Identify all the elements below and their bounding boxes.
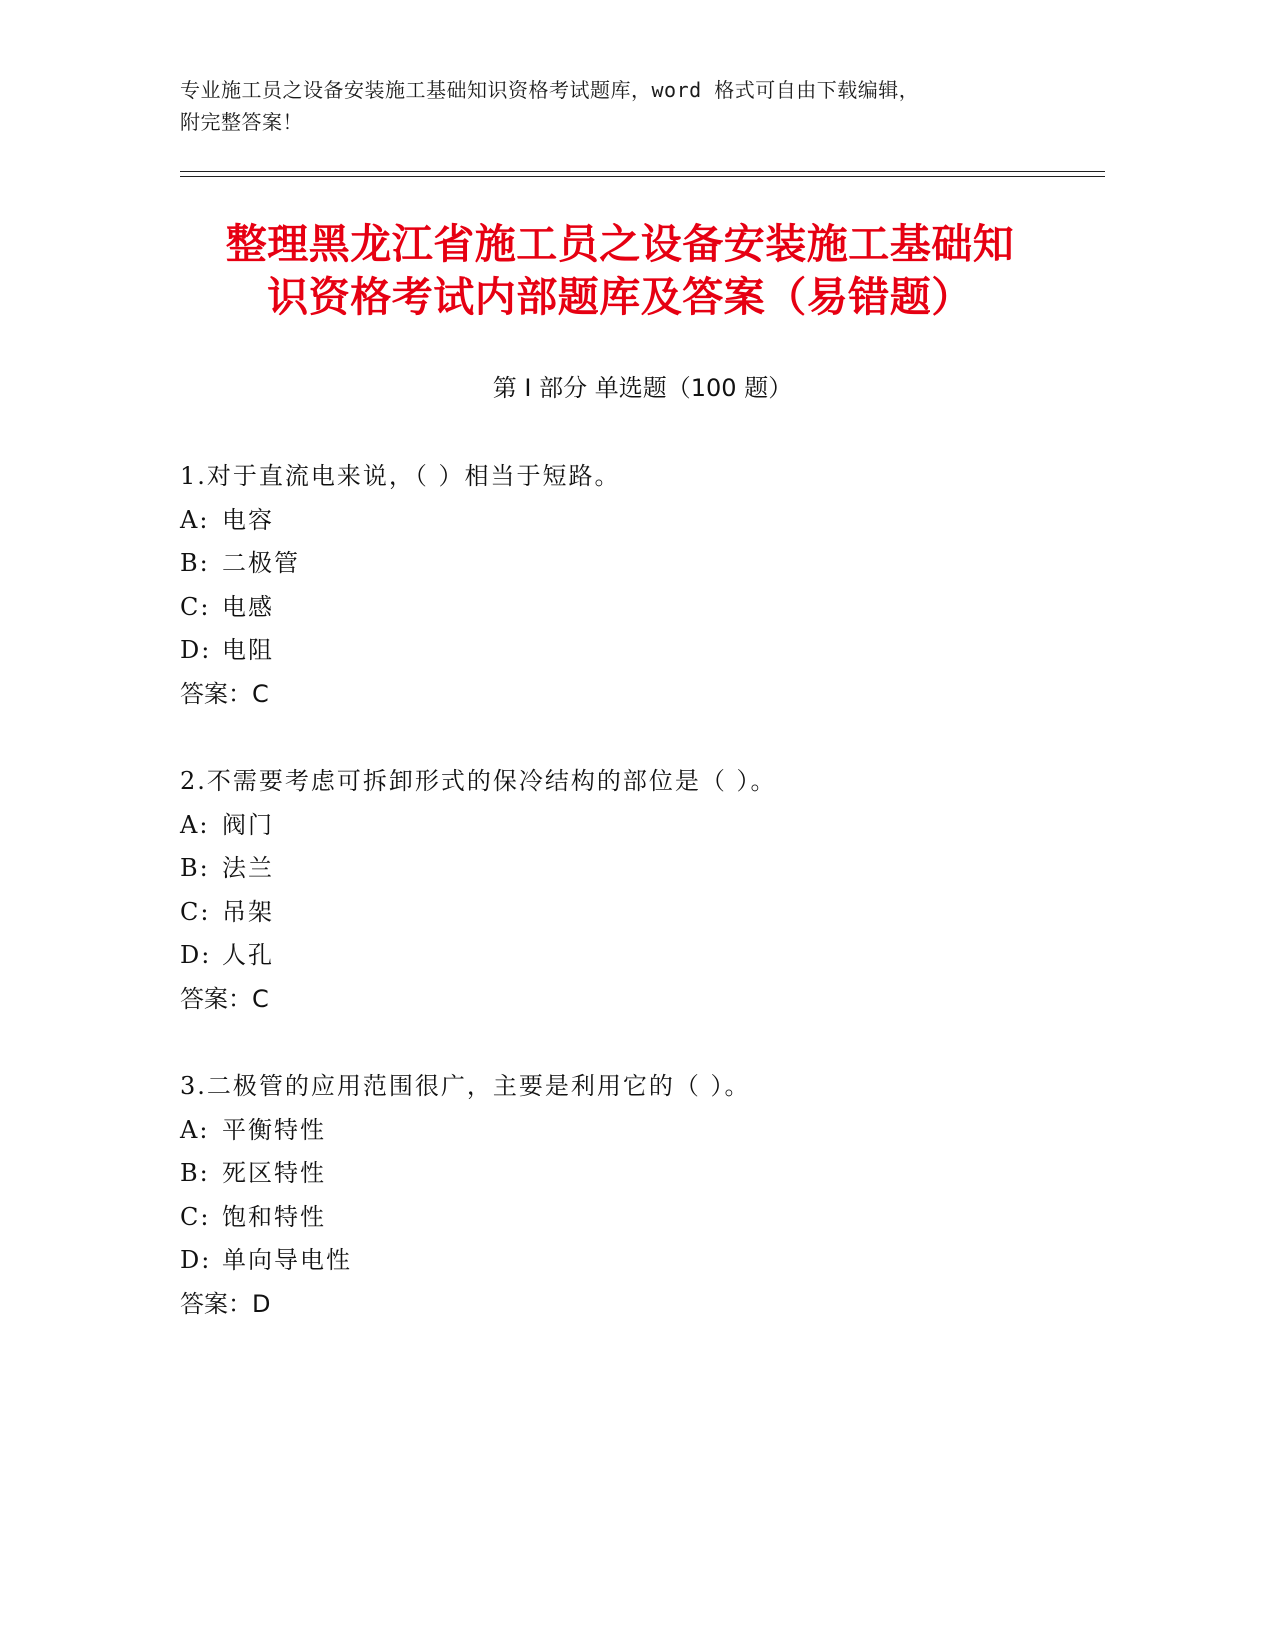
section-heading: 第 I 部分 单选题（100 题） [492,374,793,402]
option-key: B: [180,854,210,882]
option-text: 死区特性 [222,1159,326,1187]
question-1 [180,455,1105,716]
answer-line: 答案：C [180,679,269,708]
header-divider-top [180,171,1105,172]
question-stem: 2.不需要考虑可拆卸形式的保冷结构的部位是（ ）。 [180,767,777,795]
document-title-line-1: 整理黑龙江省施工员之设备安装施工基础知 [225,220,1015,268]
option-a [180,804,1105,848]
document-title [180,218,1060,324]
question-stem: 1.对于直流电来说，（ ）相当于短路。 [180,462,621,490]
option-text: 平衡特性 [222,1115,326,1144]
option-c [180,586,1105,630]
option-d [180,934,1105,978]
option-key: D: [180,941,212,969]
option-key: D: [180,636,212,664]
answer-line: 答案：D [180,1289,271,1318]
answer-line: 答案：C [180,984,269,1013]
header-note-line-1: 专业施工员之设备安装施工基础知识资格考试题库，word 格式可自由下载编辑， [180,78,920,102]
option-c [180,1196,1105,1240]
option-b [180,847,1105,891]
option-key: B: [180,549,210,577]
question-stem: 3.二极管的应用范围很广，主要是利用它的（ ）。 [180,1072,751,1100]
option-key: A: [180,810,210,839]
option-key: A: [180,505,210,534]
option-a [180,1109,1105,1153]
option-key: A: [180,1115,210,1144]
header-note-line-2: 附完整答案！ [180,110,303,134]
option-text: 阀门 [222,810,274,839]
option-key: B: [180,1159,210,1187]
option-text: 吊架 [222,897,274,926]
option-text: 饱和特性 [222,1202,326,1231]
option-text: 法兰 [222,854,274,882]
header-note [180,74,1060,138]
document-title-line-2: 识资格考试内部题库及答案（易错题） [267,273,973,321]
option-key: C: [180,897,211,926]
header-divider-bottom [180,176,1105,177]
option-d [180,1239,1105,1283]
option-text: 电感 [222,592,274,621]
option-text: 二极管 [222,549,300,577]
option-d [180,629,1105,673]
option-text: 电阻 [222,636,274,664]
option-key: C: [180,1202,211,1231]
question-2 [180,760,1105,1021]
option-c [180,891,1105,935]
option-text: 电容 [222,505,274,534]
option-key: D: [180,1246,212,1274]
option-text: 单向导电性 [222,1246,352,1274]
option-text: 人孔 [222,941,274,969]
option-key: C: [180,592,211,621]
option-b [180,542,1105,586]
question-3 [180,1065,1105,1326]
option-a [180,499,1105,543]
option-b [180,1152,1105,1196]
question-list [180,455,1105,1370]
